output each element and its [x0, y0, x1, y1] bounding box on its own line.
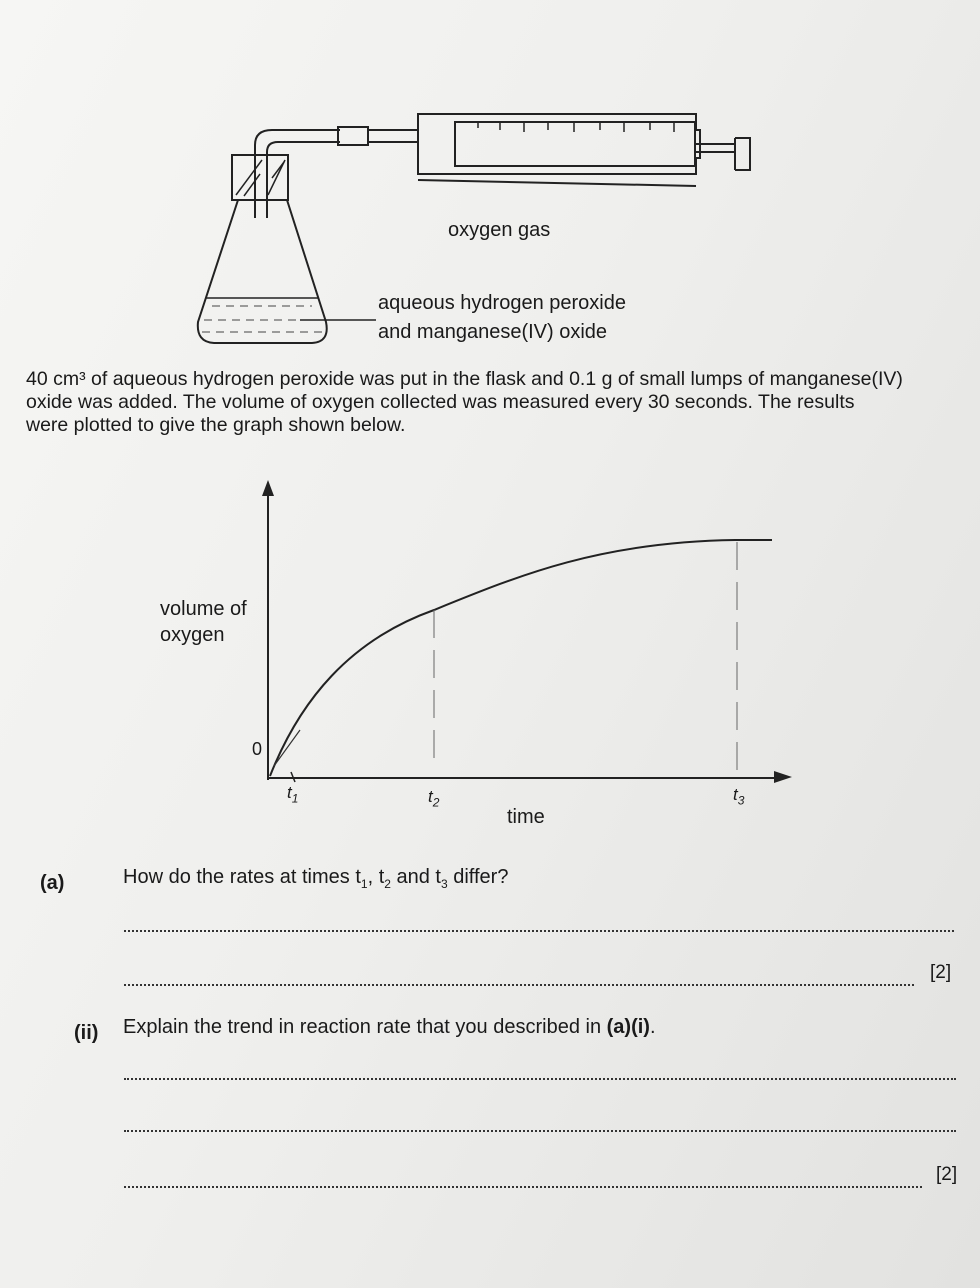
tick-label-t2 — [428, 784, 439, 815]
qii-end: . — [649, 1016, 656, 1038]
t1-sub: 1 — [291, 791, 299, 806]
question-a-text — [123, 866, 508, 891]
answer-line-ii-2[interactable] — [124, 1130, 956, 1132]
t3-sub: 3 — [737, 793, 745, 808]
conical-flask — [198, 200, 327, 343]
intro-line-3: were plotted to give the graph shown below. — [26, 414, 406, 436]
marks-ii: [2] — [936, 1164, 958, 1185]
t1-main: t — [287, 783, 292, 802]
qa-sub2: 2 — [384, 877, 391, 891]
qa-sub1: 1 — [360, 877, 368, 891]
qii-ref: (a)(i) — [606, 1016, 650, 1038]
label-liquid-line1: aqueous hydrogen peroxide — [378, 292, 626, 314]
question-a-marker: (a) — [40, 872, 65, 894]
answer-line-ii-1[interactable] — [124, 1078, 956, 1080]
intro-line-2: oxide was added. The volume of oxygen collected was measured every 30 seconds. The results — [26, 391, 855, 413]
x-axis-arrow — [774, 771, 792, 783]
volume-time-graph — [0, 470, 980, 830]
t2-main: t — [428, 787, 433, 806]
label-oxygen-gas: oxygen gas — [448, 219, 551, 241]
intro-line-1: 40 cm³ of aqueous hydrogen peroxide was put in the flask and 0.1 g of small lumps of manganese(IV) — [26, 368, 903, 390]
answer-line-a-1[interactable] — [124, 930, 954, 932]
origin-label: 0 — [252, 739, 263, 759]
question-ii-marker: (ii) — [74, 1022, 99, 1044]
marks-a: [2] — [930, 962, 952, 983]
answer-line-a-2[interactable] — [124, 984, 914, 986]
qii-text: Explain the trend in reaction rate that you described in — [123, 1016, 607, 1038]
x-axis-label: time — [507, 806, 545, 828]
qa-sub3: 3 — [440, 877, 448, 891]
label-liquid-line2: and manganese(IV) oxide — [378, 321, 608, 343]
y-axis-arrow — [262, 480, 274, 496]
answer-line-ii-3[interactable] — [124, 1186, 922, 1188]
t2-sub: 2 — [432, 795, 440, 810]
y-axis-label-line2: oxygen — [160, 624, 225, 646]
t3-main: t — [733, 785, 738, 804]
curve-volume-of-oxygen — [270, 540, 772, 776]
qa-sep1: , t — [367, 866, 385, 888]
question-ii-text — [123, 1016, 656, 1039]
qa-prefix: How do the rates at times t — [123, 866, 361, 888]
tick-label-t1 — [287, 780, 298, 811]
intro-paragraph — [26, 368, 956, 437]
y-axis-label-line1: volume of — [160, 598, 247, 620]
qa-suffix: differ? — [447, 866, 509, 888]
qa-sep2: and t — [390, 866, 441, 888]
tick-label-t3 — [733, 782, 744, 813]
